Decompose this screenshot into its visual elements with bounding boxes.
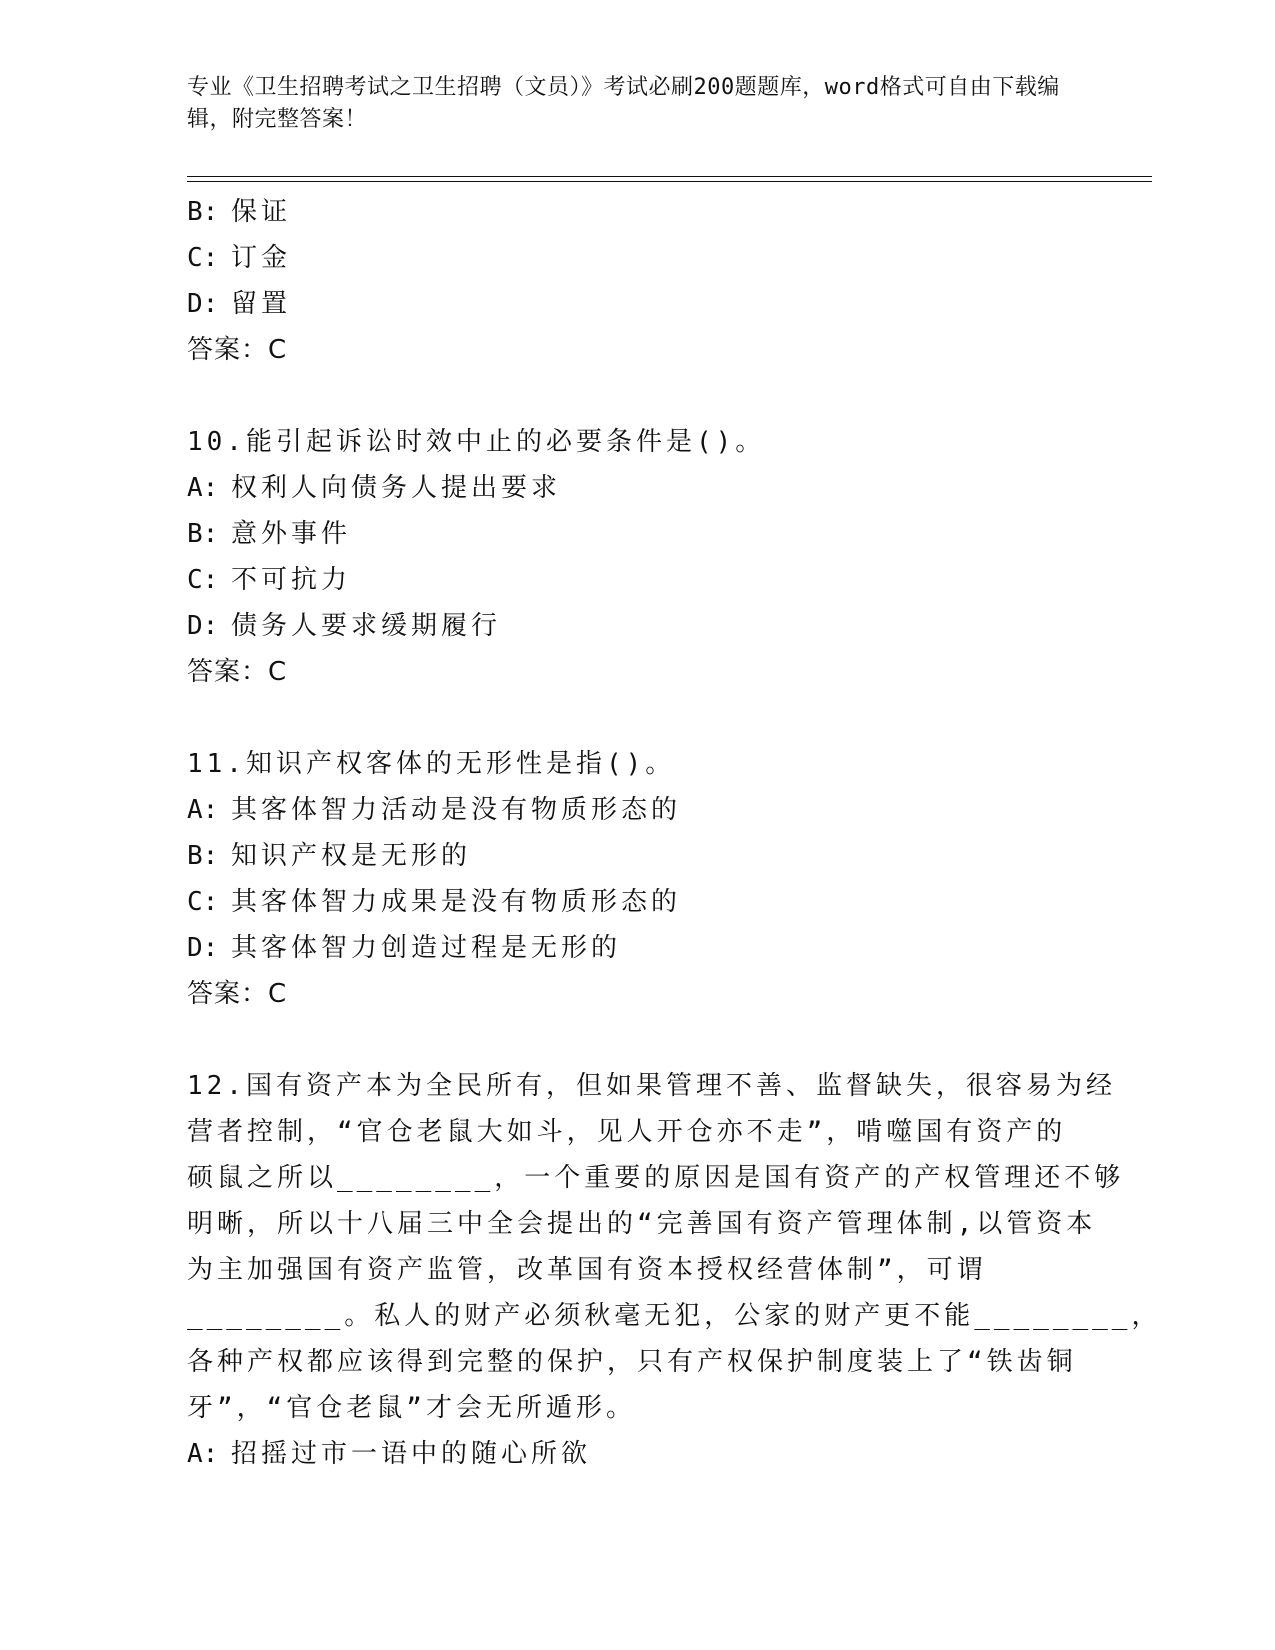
answer-line: 答案：C [187, 979, 288, 1009]
option-text: 订金 [231, 243, 292, 273]
option-prefix: B: [187, 841, 219, 871]
option-b [187, 511, 1087, 557]
spacer [187, 695, 1087, 741]
question-stem-line: 牙”，“官仓老鼠”才会无所遁形。 [187, 1393, 636, 1423]
question-stem-line: 各种产权都应该得到完整的保护，只有产权保护制度装上了“铁齿铜 [187, 1347, 1077, 1377]
question-stem: 10.能引起诉讼时效中止的必要条件是()。 [187, 427, 766, 457]
option-prefix: A: [187, 1439, 219, 1469]
spacer [187, 373, 1087, 419]
option-c [187, 235, 1087, 281]
option-prefix: A: [187, 473, 219, 503]
option-text: 其客体智力活动是没有物质形态的 [231, 795, 682, 825]
question-stem-line: 明晰，所以十八届三中全会提出的“完善国有资产管理体制,以管资本 [187, 1209, 1097, 1239]
option-d [187, 281, 1087, 327]
question-stem-line: ________。私人的财产必须秋毫无犯，公家的财产更不能________， [187, 1301, 1162, 1331]
option-prefix: D: [187, 289, 219, 319]
option-c [187, 557, 1087, 603]
option-text: 意外事件 [231, 519, 352, 549]
question-stem-line: 硕鼠之所以________，一个重要的原因是国有资产的产权管理还不够 [187, 1163, 1125, 1193]
option-prefix: D: [187, 611, 219, 641]
option-b [187, 833, 1087, 879]
option-prefix: B: [187, 197, 219, 227]
option-prefix: C: [187, 565, 219, 595]
option-prefix: C: [187, 243, 219, 273]
header-divider-top [187, 176, 1152, 177]
answer-line: 答案：C [187, 335, 288, 365]
option-d [187, 603, 1087, 649]
option-text: 招摇过市一语中的随心所欲 [231, 1439, 592, 1469]
option-text: 其客体智力成果是没有物质形态的 [231, 887, 682, 917]
header-text: 专业《卫生招聘考试之卫生招聘（文员）》考试必刷200题题库，word格式可自由下载编辑，附完整答案！ [187, 75, 1060, 132]
spacer [187, 1017, 1087, 1063]
option-a [187, 787, 1087, 833]
option-text: 留置 [231, 289, 292, 319]
option-text: 知识产权是无形的 [231, 841, 472, 871]
document-header [187, 72, 1067, 136]
question-stem: 11.知识产权客体的无形性是指()。 [187, 749, 676, 779]
question-stem-line: 为主加强国有资产监管，改革国有资本授权经营体制”，可谓 [187, 1255, 987, 1285]
option-b [187, 189, 1087, 235]
option-prefix: D: [187, 933, 219, 963]
question-list [187, 189, 1162, 1477]
option-prefix: A: [187, 795, 219, 825]
option-d [187, 925, 1087, 971]
option-a [187, 465, 1087, 511]
option-text: 债务人要求缓期履行 [231, 611, 502, 641]
option-text: 权利人向债务人提出要求 [231, 473, 562, 503]
option-text: 保证 [231, 197, 292, 227]
option-text: 其客体智力创造过程是无形的 [231, 933, 622, 963]
question-stem-line: 营者控制，“官仓老鼠大如斗，见人开仓亦不走”，啃噬国有资产的 [187, 1117, 1067, 1147]
option-a [187, 1431, 1087, 1477]
question-stem-line: 12.国有资产本为全民所有，但如果管理不善、监督缺失，很容易为经 [187, 1071, 1116, 1101]
option-c [187, 879, 1087, 925]
option-text: 不可抗力 [231, 565, 352, 595]
header-divider-bottom [187, 181, 1152, 182]
answer-line: 答案：C [187, 657, 288, 687]
option-prefix: B: [187, 519, 219, 549]
option-prefix: C: [187, 887, 219, 917]
